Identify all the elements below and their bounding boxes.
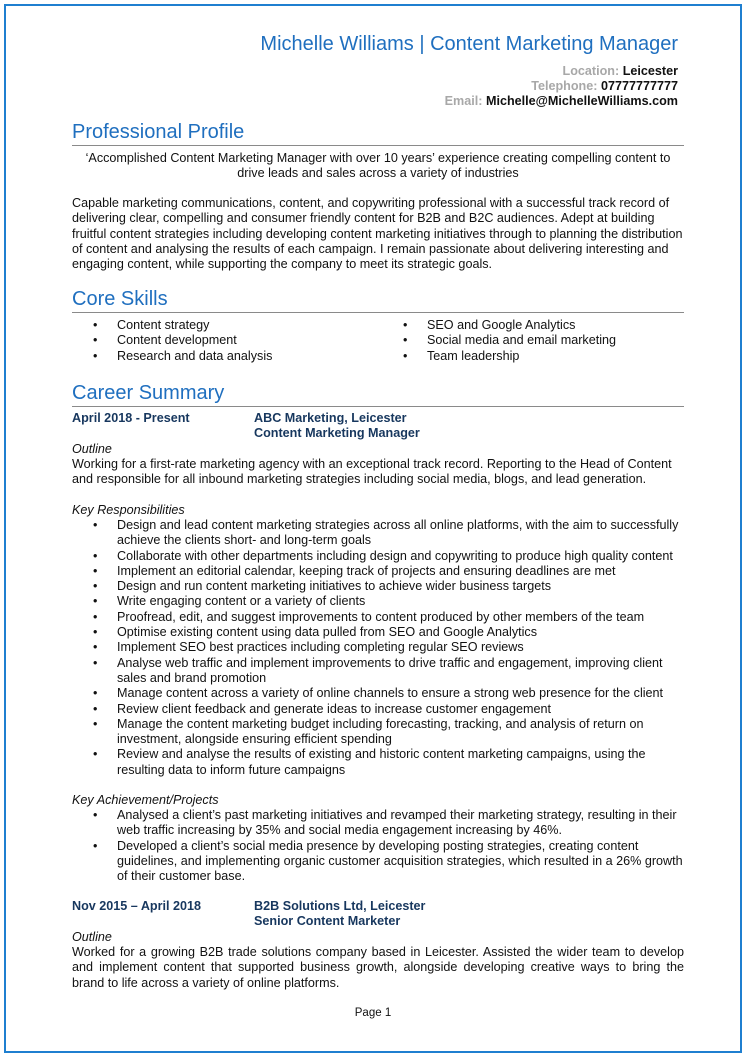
- list-item: • Collaborate with other departments including design and copywriting to produce high quality content: [72, 549, 684, 564]
- contact-telephone: [531, 79, 678, 94]
- contact-email: [445, 94, 678, 109]
- list-item: • Optimise existing content using data pulled from SEO and Google Analytics: [72, 625, 684, 640]
- list-item: • Review and analyse the results of existing and historic content marketing campaigns, using the resulting data to inform future campaigns: [72, 747, 684, 778]
- job-role: Senior Content Marketer: [254, 914, 401, 928]
- list-item: • Design and lead content marketing strategies across all online platforms, with the aim to successfully achieve the clients short- and long-term goals: [72, 518, 684, 549]
- list-item: • Content strategy: [72, 318, 372, 333]
- job-company: ABC Marketing, Leicester: [254, 411, 407, 425]
- list-item: • Manage content across a variety of online channels to ensure a strong web presence for the client: [72, 686, 684, 701]
- list-item: • Design and run content marketing initiatives to achieve wider business targets: [72, 579, 684, 594]
- achievements-label: Key Achievement/Projects: [72, 793, 219, 807]
- section-heading-profile: Professional Profile: [72, 120, 684, 146]
- responsibilities-label: Key Responsibilities: [72, 503, 185, 517]
- email-label: Email:: [444, 94, 483, 108]
- cv-page: [4, 4, 742, 1053]
- job-dates: Nov 2015 – April 2018: [72, 899, 202, 913]
- job-role: Content Marketing Manager: [254, 426, 420, 440]
- list-item: • Analyse web traffic and implement improvements to drive traffic and engagement, improving client sales and brand promotion: [72, 656, 684, 687]
- list-item: • Analysed a client’s past marketing initiatives and revamped their marketing strategy, resulting in their web traffic increasing by 35% and social media engagement increasing by 46%.: [72, 808, 684, 839]
- name-title: Michelle Williams | Content Marketing Manager: [260, 33, 678, 55]
- list-item: • Manage the content marketing budget including forecasting, tracking, and analysis of return on investment, alongside ensuring efficient spending: [72, 717, 684, 748]
- job-company: B2B Solutions Ltd, Leicester: [254, 899, 426, 913]
- email-value: Michelle@MichelleWilliams.com: [485, 94, 678, 108]
- skills-list-left: [72, 318, 372, 364]
- page-number: Page 1: [354, 1007, 392, 1019]
- list-item: • SEO and Google Analytics: [382, 318, 684, 333]
- profile-summary: Capable marketing communications, content, and copywriting professional with a successful track record of delivering clear, compelling and consumer friendly content for B2B and B2C audiences. Adept at building fruitful content strategies including developing content marketing initiatives through to planning the distribution of content and analysing the results of each campaign. I remain passionate about delivering interesting and engaging content, while supporting the company to meet its strategic goals.: [72, 196, 683, 272]
- responsibilities-list: [72, 518, 684, 778]
- section-heading-career: Career Summary: [72, 381, 684, 407]
- outline-label: Outline: [72, 442, 112, 456]
- contact-location: [563, 64, 678, 79]
- skills-list-right: [382, 318, 684, 364]
- list-item: • Research and data analysis: [72, 349, 372, 364]
- achievements-list: [72, 808, 684, 884]
- job-outline: Working for a first-rate marketing agency with an exceptional track record. Reporting to the Head of Content and responsible for all inbound marketing strategies including social media, blogs, and lead generation.: [72, 457, 672, 487]
- profile-quote: ‘Accomplished Content Marketing Manager with over 10 years’ experience creating compelling content to drive leads and sales across a variety of industries: [85, 151, 671, 181]
- list-item: • Write engaging content or a variety of clients: [72, 594, 684, 609]
- telephone-value: 07777777777: [600, 79, 678, 93]
- location-value: Leicester: [622, 64, 678, 78]
- list-item: • Review client feedback and generate ideas to increase customer engagement: [72, 702, 684, 717]
- section-heading-skills: Core Skills: [72, 287, 684, 313]
- outline-label: Outline: [72, 930, 112, 944]
- list-item: • Implement an editorial calendar, keeping track of projects and ensuring deadlines are met: [72, 564, 684, 579]
- job-outline: Worked for a growing B2B trade solutions company based in Leicester. Assisted the wider team to develop and implement content that supported business growth, alongside developing creative ways to bring the brand to life across a variety of online platforms.: [72, 945, 684, 990]
- list-item: • Social media and email marketing: [382, 333, 684, 348]
- location-label: Location:: [562, 64, 620, 78]
- job-dates: April 2018 - Present: [72, 411, 190, 425]
- list-item: • Implement SEO best practices including completing regular SEO reviews: [72, 640, 684, 655]
- telephone-label: Telephone:: [531, 79, 598, 93]
- list-item: • Team leadership: [382, 349, 684, 364]
- list-item: • Content development: [72, 333, 372, 348]
- list-item: • Developed a client’s social media presence by developing posting strategies, creating content guidelines, and implementing organic customer acquisition strategies, which resulted in a 26% growth of their customer base.: [72, 839, 684, 885]
- list-item: • Proofread, edit, and suggest improvements to content produced by other members of the team: [72, 610, 684, 625]
